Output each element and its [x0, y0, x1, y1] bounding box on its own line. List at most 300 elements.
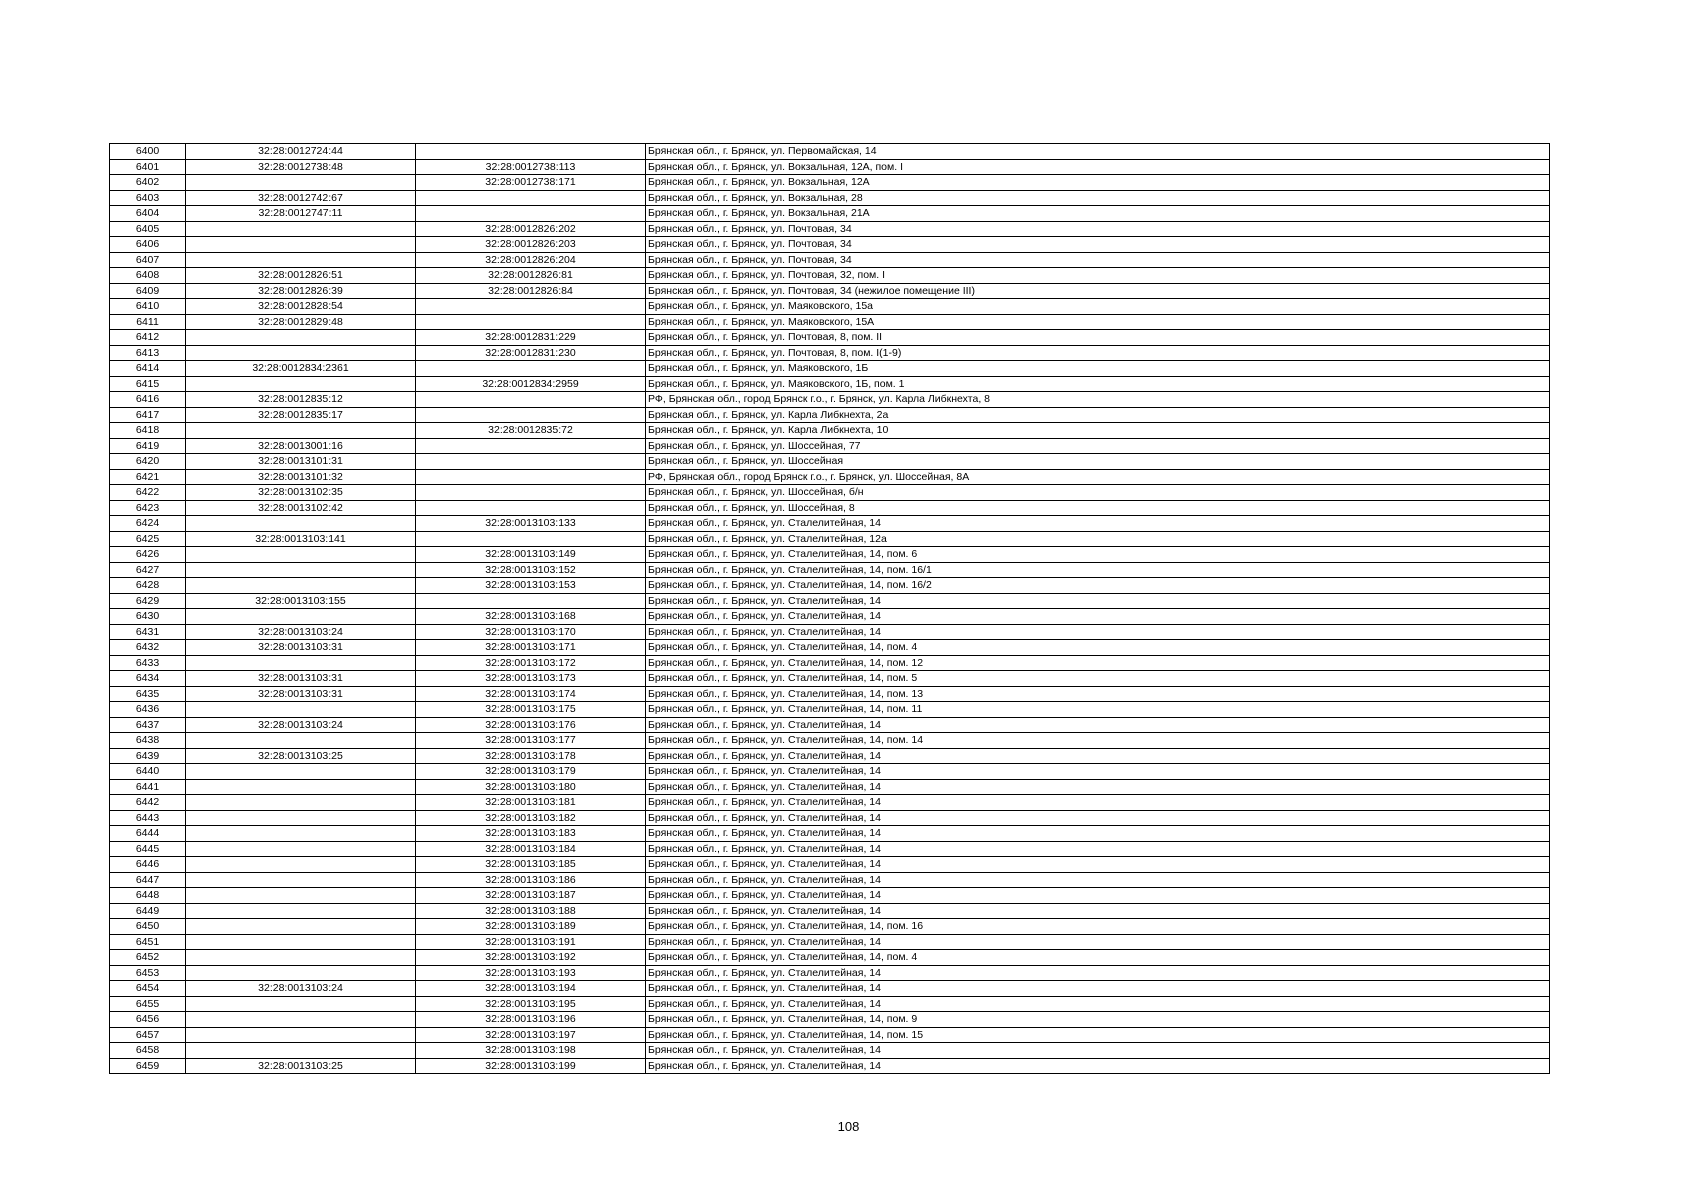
row-number-cell: 6431	[110, 624, 186, 640]
address-cell: Брянская обл., г. Брянск, ул. Сталелитейная, 12а	[646, 531, 1550, 547]
address-cell: РФ, Брянская обл., город Брянск г.о., г. Брянск, ул. Карла Либкнехта, 8	[646, 392, 1550, 408]
land-cadastral-number-cell: 32:28:0012829:48	[186, 314, 416, 330]
row-number-cell: 6433	[110, 655, 186, 671]
building-cadastral-number-cell: 32:28:0012835:72	[416, 423, 646, 439]
row-number-cell: 6435	[110, 686, 186, 702]
building-cadastral-number-cell: 32:28:0013103:183	[416, 826, 646, 842]
building-cadastral-number-cell: 32:28:0013103:188	[416, 903, 646, 919]
row-number-cell: 6400	[110, 144, 186, 160]
table-row	[110, 996, 1550, 1012]
address-cell: Брянская обл., г. Брянск, ул. Сталелитейная, 14	[646, 903, 1550, 919]
land-cadastral-number-cell	[186, 1043, 416, 1059]
land-cadastral-number-cell: 32:28:0013101:31	[186, 454, 416, 470]
land-cadastral-number-cell: 32:28:0013103:25	[186, 1058, 416, 1074]
land-cadastral-number-cell: 32:28:0012738:48	[186, 159, 416, 175]
land-cadastral-number-cell	[186, 934, 416, 950]
table-row	[110, 531, 1550, 547]
land-cadastral-number-cell	[186, 345, 416, 361]
address-cell: РФ, Брянская обл., город Брянск г.о., г. Брянск, ул. Шоссейная, 8А	[646, 469, 1550, 485]
row-number-cell: 6453	[110, 965, 186, 981]
land-cadastral-number-cell: 32:28:0012742:67	[186, 190, 416, 206]
building-cadastral-number-cell	[416, 299, 646, 315]
table-row	[110, 981, 1550, 997]
land-cadastral-number-cell: 32:28:0013103:24	[186, 717, 416, 733]
row-number-cell: 6406	[110, 237, 186, 253]
row-number-cell: 6441	[110, 779, 186, 795]
row-number-cell: 6442	[110, 795, 186, 811]
building-cadastral-number-cell: 32:28:0013103:133	[416, 516, 646, 532]
row-number-cell: 6444	[110, 826, 186, 842]
address-cell: Брянская обл., г. Брянск, ул. Сталелитейная, 14	[646, 593, 1550, 609]
land-cadastral-number-cell: 32:28:0013103:24	[186, 624, 416, 640]
table-row	[110, 888, 1550, 904]
table-row	[110, 857, 1550, 873]
building-cadastral-number-cell: 32:28:0013103:182	[416, 810, 646, 826]
table-row	[110, 872, 1550, 888]
row-number-cell: 6411	[110, 314, 186, 330]
land-cadastral-number-cell: 32:28:0013103:31	[186, 686, 416, 702]
building-cadastral-number-cell: 32:28:0013103:185	[416, 857, 646, 873]
row-number-cell: 6405	[110, 221, 186, 237]
table-row	[110, 345, 1550, 361]
land-cadastral-number-cell	[186, 779, 416, 795]
row-number-cell: 6403	[110, 190, 186, 206]
row-number-cell: 6418	[110, 423, 186, 439]
building-cadastral-number-cell: 32:28:0012826:84	[416, 283, 646, 299]
building-cadastral-number-cell: 32:28:0013103:170	[416, 624, 646, 640]
address-cell: Брянская обл., г. Брянск, ул. Маяковского, 15а	[646, 299, 1550, 315]
row-number-cell: 6458	[110, 1043, 186, 1059]
building-cadastral-number-cell	[416, 392, 646, 408]
building-cadastral-number-cell	[416, 454, 646, 470]
address-cell: Брянская обл., г. Брянск, ул. Сталелитейная, 14	[646, 872, 1550, 888]
building-cadastral-number-cell: 32:28:0013103:177	[416, 733, 646, 749]
land-cadastral-number-cell	[186, 950, 416, 966]
table-row	[110, 423, 1550, 439]
building-cadastral-number-cell: 32:28:0012826:204	[416, 252, 646, 268]
building-cadastral-number-cell: 32:28:0013103:184	[416, 841, 646, 857]
building-cadastral-number-cell	[416, 485, 646, 501]
table-row	[110, 748, 1550, 764]
table-row	[110, 485, 1550, 501]
building-cadastral-number-cell	[416, 469, 646, 485]
building-cadastral-number-cell: 32:28:0013103:180	[416, 779, 646, 795]
land-cadastral-number-cell: 32:28:0013102:35	[186, 485, 416, 501]
table-row	[110, 376, 1550, 392]
address-cell: Брянская обл., г. Брянск, ул. Сталелитейная, 14, пом. 5	[646, 671, 1550, 687]
land-cadastral-number-cell	[186, 655, 416, 671]
land-cadastral-number-cell	[186, 562, 416, 578]
address-cell: Брянская обл., г. Брянск, ул. Сталелитейная, 14, пом. 13	[646, 686, 1550, 702]
address-cell: Брянская обл., г. Брянск, ул. Сталелитейная, 14, пом. 11	[646, 702, 1550, 718]
building-cadastral-number-cell: 32:28:0013103:189	[416, 919, 646, 935]
table-row	[110, 733, 1550, 749]
address-cell: Брянская обл., г. Брянск, ул. Сталелитейная, 14	[646, 764, 1550, 780]
row-number-cell: 6449	[110, 903, 186, 919]
land-cadastral-number-cell	[186, 252, 416, 268]
row-number-cell: 6454	[110, 981, 186, 997]
row-number-cell: 6410	[110, 299, 186, 315]
table-row	[110, 950, 1550, 966]
table-row	[110, 283, 1550, 299]
row-number-cell: 6452	[110, 950, 186, 966]
land-cadastral-number-cell	[186, 841, 416, 857]
address-cell: Брянская обл., г. Брянск, ул. Первомайская, 14	[646, 144, 1550, 160]
table-row	[110, 190, 1550, 206]
land-cadastral-number-cell	[186, 175, 416, 191]
address-cell: Брянская обл., г. Брянск, ул. Вокзальная, 12А, пом. I	[646, 159, 1550, 175]
row-number-cell: 6409	[110, 283, 186, 299]
table-row	[110, 516, 1550, 532]
address-cell: Брянская обл., г. Брянск, ул. Сталелитейная, 14	[646, 717, 1550, 733]
table-row	[110, 593, 1550, 609]
table-row	[110, 268, 1550, 284]
building-cadastral-number-cell: 32:28:0012826:203	[416, 237, 646, 253]
address-cell: Брянская обл., г. Брянск, ул. Сталелитейная, 14, пом. 12	[646, 655, 1550, 671]
table-row	[110, 361, 1550, 377]
row-number-cell: 6426	[110, 547, 186, 563]
address-cell: Брянская обл., г. Брянск, ул. Шоссейная, б/н	[646, 485, 1550, 501]
address-cell: Брянская обл., г. Брянск, ул. Сталелитейная, 14, пом. 16/2	[646, 578, 1550, 594]
land-cadastral-number-cell: 32:28:0013103:141	[186, 531, 416, 547]
land-cadastral-number-cell	[186, 1012, 416, 1028]
building-cadastral-number-cell: 32:28:0013103:176	[416, 717, 646, 733]
address-cell: Брянская обл., г. Брянск, ул. Шоссейная, 8	[646, 500, 1550, 516]
building-cadastral-number-cell: 32:28:0013103:193	[416, 965, 646, 981]
row-number-cell: 6456	[110, 1012, 186, 1028]
table-row	[110, 655, 1550, 671]
building-cadastral-number-cell: 32:28:0013103:172	[416, 655, 646, 671]
building-cadastral-number-cell: 32:28:0013103:175	[416, 702, 646, 718]
row-number-cell: 6422	[110, 485, 186, 501]
land-cadastral-number-cell: 32:28:0012826:51	[186, 268, 416, 284]
address-cell: Брянская обл., г. Брянск, ул. Шоссейная	[646, 454, 1550, 470]
address-cell: Брянская обл., г. Брянск, ул. Сталелитейная, 14	[646, 857, 1550, 873]
table-row	[110, 1043, 1550, 1059]
table-row	[110, 1058, 1550, 1074]
page-number: 108	[837, 1119, 860, 1134]
address-cell: Брянская обл., г. Брянск, ул. Сталелитейная, 14	[646, 748, 1550, 764]
registry-table	[109, 143, 1550, 1074]
row-number-cell: 6440	[110, 764, 186, 780]
table-row	[110, 144, 1550, 160]
address-cell: Брянская обл., г. Брянск, ул. Сталелитейная, 14	[646, 965, 1550, 981]
table-row	[110, 299, 1550, 315]
address-cell: Брянская обл., г. Брянск, ул. Карла Либкнехта, 2а	[646, 407, 1550, 423]
table-row	[110, 702, 1550, 718]
row-number-cell: 6447	[110, 872, 186, 888]
building-cadastral-number-cell: 32:28:0012826:81	[416, 268, 646, 284]
row-number-cell: 6457	[110, 1027, 186, 1043]
land-cadastral-number-cell: 32:28:0013103:31	[186, 640, 416, 656]
land-cadastral-number-cell	[186, 423, 416, 439]
row-number-cell: 6408	[110, 268, 186, 284]
address-cell: Брянская обл., г. Брянск, ул. Шоссейная, 77	[646, 438, 1550, 454]
table-row	[110, 206, 1550, 222]
building-cadastral-number-cell: 32:28:0013103:171	[416, 640, 646, 656]
address-cell: Брянская обл., г. Брянск, ул. Сталелитейная, 14, пом. 4	[646, 640, 1550, 656]
row-number-cell: 6407	[110, 252, 186, 268]
building-cadastral-number-cell: 32:28:0013103:173	[416, 671, 646, 687]
address-cell: Брянская обл., г. Брянск, ул. Почтовая, 8, пом. II	[646, 330, 1550, 346]
table-row	[110, 795, 1550, 811]
address-cell: Брянская обл., г. Брянск, ул. Сталелитейная, 14, пом. 16/1	[646, 562, 1550, 578]
table-row	[110, 1027, 1550, 1043]
building-cadastral-number-cell: 32:28:0013103:198	[416, 1043, 646, 1059]
building-cadastral-number-cell: 32:28:0012826:202	[416, 221, 646, 237]
land-cadastral-number-cell: 32:28:0013001:16	[186, 438, 416, 454]
land-cadastral-number-cell: 32:28:0012826:39	[186, 283, 416, 299]
building-cadastral-number-cell	[416, 531, 646, 547]
table-row	[110, 221, 1550, 237]
address-cell: Брянская обл., г. Брянск, ул. Сталелитейная, 14	[646, 779, 1550, 795]
building-cadastral-number-cell: 32:28:0013103:192	[416, 950, 646, 966]
table-row	[110, 330, 1550, 346]
land-cadastral-number-cell	[186, 733, 416, 749]
table-row	[110, 1012, 1550, 1028]
land-cadastral-number-cell: 32:28:0013103:155	[186, 593, 416, 609]
land-cadastral-number-cell	[186, 810, 416, 826]
row-number-cell: 6425	[110, 531, 186, 547]
land-cadastral-number-cell: 32:28:0013103:25	[186, 748, 416, 764]
building-cadastral-number-cell: 32:28:0013103:191	[416, 934, 646, 950]
building-cadastral-number-cell: 32:28:0013103:196	[416, 1012, 646, 1028]
row-number-cell: 6455	[110, 996, 186, 1012]
table-row	[110, 547, 1550, 563]
building-cadastral-number-cell: 32:28:0013103:195	[416, 996, 646, 1012]
address-cell: Брянская обл., г. Брянск, ул. Сталелитейная, 14, пом. 4	[646, 950, 1550, 966]
row-number-cell: 6402	[110, 175, 186, 191]
row-number-cell: 6404	[110, 206, 186, 222]
table-row	[110, 237, 1550, 253]
address-cell: Брянская обл., г. Брянск, ул. Почтовая, 32, пом. I	[646, 268, 1550, 284]
building-cadastral-number-cell: 32:28:0013103:181	[416, 795, 646, 811]
building-cadastral-number-cell: 32:28:0013103:149	[416, 547, 646, 563]
land-cadastral-number-cell: 32:28:0012747:11	[186, 206, 416, 222]
land-cadastral-number-cell: 32:28:0013102:42	[186, 500, 416, 516]
building-cadastral-number-cell: 32:28:0013103:168	[416, 609, 646, 625]
land-cadastral-number-cell	[186, 376, 416, 392]
land-cadastral-number-cell: 32:28:0013103:31	[186, 671, 416, 687]
row-number-cell: 6417	[110, 407, 186, 423]
row-number-cell: 6423	[110, 500, 186, 516]
address-cell: Брянская обл., г. Брянск, ул. Сталелитейная, 14, пом. 16	[646, 919, 1550, 935]
table-row	[110, 841, 1550, 857]
land-cadastral-number-cell	[186, 795, 416, 811]
table-row	[110, 903, 1550, 919]
table-row	[110, 826, 1550, 842]
land-cadastral-number-cell	[186, 578, 416, 594]
table-row	[110, 779, 1550, 795]
land-cadastral-number-cell	[186, 888, 416, 904]
row-number-cell: 6428	[110, 578, 186, 594]
land-cadastral-number-cell	[186, 547, 416, 563]
table-row	[110, 671, 1550, 687]
table-row	[110, 469, 1550, 485]
land-cadastral-number-cell: 32:28:0012834:2361	[186, 361, 416, 377]
land-cadastral-number-cell: 32:28:0013103:24	[186, 981, 416, 997]
row-number-cell: 6416	[110, 392, 186, 408]
address-cell: Брянская обл., г. Брянск, ул. Сталелитейная, 14	[646, 841, 1550, 857]
building-cadastral-number-cell: 32:28:0013103:187	[416, 888, 646, 904]
table-row	[110, 810, 1550, 826]
table-row	[110, 500, 1550, 516]
address-cell: Брянская обл., г. Брянск, ул. Почтовая, 34	[646, 252, 1550, 268]
registry-table-body	[110, 144, 1550, 1074]
land-cadastral-number-cell	[186, 1027, 416, 1043]
address-cell: Брянская обл., г. Брянск, ул. Сталелитейная, 14	[646, 624, 1550, 640]
row-number-cell: 6436	[110, 702, 186, 718]
row-number-cell: 6419	[110, 438, 186, 454]
land-cadastral-number-cell	[186, 237, 416, 253]
row-number-cell: 6412	[110, 330, 186, 346]
address-cell: Брянская обл., г. Брянск, ул. Сталелитейная, 14	[646, 795, 1550, 811]
row-number-cell: 6432	[110, 640, 186, 656]
row-number-cell: 6451	[110, 934, 186, 950]
address-cell: Брянская обл., г. Брянск, ул. Сталелитейная, 14	[646, 888, 1550, 904]
table-row	[110, 624, 1550, 640]
row-number-cell: 6445	[110, 841, 186, 857]
building-cadastral-number-cell	[416, 407, 646, 423]
row-number-cell: 6430	[110, 609, 186, 625]
row-number-cell: 6450	[110, 919, 186, 935]
address-cell: Брянская обл., г. Брянск, ул. Вокзальная, 12А	[646, 175, 1550, 191]
building-cadastral-number-cell: 32:28:0013103:194	[416, 981, 646, 997]
address-cell: Брянская обл., г. Брянск, ул. Сталелитейная, 14	[646, 516, 1550, 532]
row-number-cell: 6429	[110, 593, 186, 609]
land-cadastral-number-cell	[186, 764, 416, 780]
table-row	[110, 454, 1550, 470]
land-cadastral-number-cell	[186, 826, 416, 842]
table-row	[110, 640, 1550, 656]
land-cadastral-number-cell	[186, 872, 416, 888]
address-cell: Брянская обл., г. Брянск, ул. Почтовая, 34	[646, 237, 1550, 253]
building-cadastral-number-cell: 32:28:0012738:113	[416, 159, 646, 175]
table-row	[110, 252, 1550, 268]
row-number-cell: 6421	[110, 469, 186, 485]
building-cadastral-number-cell: 32:28:0012831:230	[416, 345, 646, 361]
row-number-cell: 6459	[110, 1058, 186, 1074]
address-cell: Брянская обл., г. Брянск, ул. Сталелитейная, 14	[646, 1043, 1550, 1059]
building-cadastral-number-cell	[416, 144, 646, 160]
building-cadastral-number-cell: 32:28:0012834:2959	[416, 376, 646, 392]
building-cadastral-number-cell	[416, 314, 646, 330]
address-cell: Брянская обл., г. Брянск, ул. Сталелитейная, 14	[646, 826, 1550, 842]
address-cell: Брянская обл., г. Брянск, ул. Сталелитейная, 14	[646, 934, 1550, 950]
land-cadastral-number-cell	[186, 702, 416, 718]
table-row	[110, 686, 1550, 702]
address-cell: Брянская обл., г. Брянск, ул. Маяковского, 15А	[646, 314, 1550, 330]
address-cell: Брянская обл., г. Брянск, ул. Вокзальная, 28	[646, 190, 1550, 206]
land-cadastral-number-cell	[186, 221, 416, 237]
land-cadastral-number-cell: 32:28:0013101:32	[186, 469, 416, 485]
row-number-cell: 6415	[110, 376, 186, 392]
address-cell: Брянская обл., г. Брянск, ул. Маяковского, 1Б	[646, 361, 1550, 377]
table-row	[110, 609, 1550, 625]
address-cell: Брянская обл., г. Брянск, ул. Почтовая, 8, пом. I(1-9)	[646, 345, 1550, 361]
table-row	[110, 392, 1550, 408]
table-row	[110, 965, 1550, 981]
table-row	[110, 919, 1550, 935]
table-row	[110, 314, 1550, 330]
address-cell: Брянская обл., г. Брянск, ул. Сталелитейная, 14	[646, 1058, 1550, 1074]
address-cell: Брянская обл., г. Брянск, ул. Сталелитейная, 14, пом. 15	[646, 1027, 1550, 1043]
row-number-cell: 6420	[110, 454, 186, 470]
table-row	[110, 159, 1550, 175]
land-cadastral-number-cell: 32:28:0012835:12	[186, 392, 416, 408]
row-number-cell: 6446	[110, 857, 186, 873]
row-number-cell: 6439	[110, 748, 186, 764]
land-cadastral-number-cell	[186, 330, 416, 346]
table-row	[110, 764, 1550, 780]
building-cadastral-number-cell	[416, 190, 646, 206]
row-number-cell: 6434	[110, 671, 186, 687]
land-cadastral-number-cell: 32:28:0012828:54	[186, 299, 416, 315]
row-number-cell: 6427	[110, 562, 186, 578]
table-row	[110, 407, 1550, 423]
table-row	[110, 578, 1550, 594]
table-row	[110, 562, 1550, 578]
address-cell: Брянская обл., г. Брянск, ул. Сталелитейная, 14, пом. 14	[646, 733, 1550, 749]
address-cell: Брянская обл., г. Брянск, ул. Сталелитейная, 14, пом. 9	[646, 1012, 1550, 1028]
building-cadastral-number-cell: 32:28:0013103:197	[416, 1027, 646, 1043]
building-cadastral-number-cell: 32:28:0013103:178	[416, 748, 646, 764]
row-number-cell: 6401	[110, 159, 186, 175]
building-cadastral-number-cell: 32:28:0013103:199	[416, 1058, 646, 1074]
address-cell: Брянская обл., г. Брянск, ул. Сталелитейная, 14	[646, 981, 1550, 997]
building-cadastral-number-cell: 32:28:0013103:174	[416, 686, 646, 702]
address-cell: Брянская обл., г. Брянск, ул. Сталелитейная, 14, пом. 6	[646, 547, 1550, 563]
building-cadastral-number-cell	[416, 438, 646, 454]
address-cell: Брянская обл., г. Брянск, ул. Почтовая, 34 (нежилое помещение III)	[646, 283, 1550, 299]
row-number-cell: 6414	[110, 361, 186, 377]
building-cadastral-number-cell: 32:28:0012831:229	[416, 330, 646, 346]
address-cell: Брянская обл., г. Брянск, ул. Сталелитейная, 14	[646, 810, 1550, 826]
table-row	[110, 175, 1550, 191]
row-number-cell: 6437	[110, 717, 186, 733]
table-row	[110, 438, 1550, 454]
row-number-cell: 6448	[110, 888, 186, 904]
building-cadastral-number-cell	[416, 500, 646, 516]
row-number-cell: 6438	[110, 733, 186, 749]
building-cadastral-number-cell: 32:28:0013103:186	[416, 872, 646, 888]
land-cadastral-number-cell	[186, 516, 416, 532]
address-cell: Брянская обл., г. Брянск, ул. Почтовая, 34	[646, 221, 1550, 237]
row-number-cell: 6424	[110, 516, 186, 532]
land-cadastral-number-cell	[186, 919, 416, 935]
building-cadastral-number-cell	[416, 206, 646, 222]
land-cadastral-number-cell	[186, 857, 416, 873]
address-cell: Брянская обл., г. Брянск, ул. Карла Либкнехта, 10	[646, 423, 1550, 439]
land-cadastral-number-cell: 32:28:0012835:17	[186, 407, 416, 423]
row-number-cell: 6413	[110, 345, 186, 361]
building-cadastral-number-cell	[416, 361, 646, 377]
building-cadastral-number-cell: 32:28:0013103:179	[416, 764, 646, 780]
land-cadastral-number-cell: 32:28:0012724:44	[186, 144, 416, 160]
building-cadastral-number-cell: 32:28:0012738:171	[416, 175, 646, 191]
address-cell: Брянская обл., г. Брянск, ул. Сталелитейная, 14	[646, 609, 1550, 625]
table-row	[110, 717, 1550, 733]
land-cadastral-number-cell	[186, 609, 416, 625]
address-cell: Брянская обл., г. Брянск, ул. Вокзальная, 21А	[646, 206, 1550, 222]
building-cadastral-number-cell: 32:28:0013103:152	[416, 562, 646, 578]
table-row	[110, 934, 1550, 950]
land-cadastral-number-cell	[186, 965, 416, 981]
building-cadastral-number-cell	[416, 593, 646, 609]
building-cadastral-number-cell: 32:28:0013103:153	[416, 578, 646, 594]
address-cell: Брянская обл., г. Брянск, ул. Маяковского, 1Б, пом. 1	[646, 376, 1550, 392]
row-number-cell: 6443	[110, 810, 186, 826]
